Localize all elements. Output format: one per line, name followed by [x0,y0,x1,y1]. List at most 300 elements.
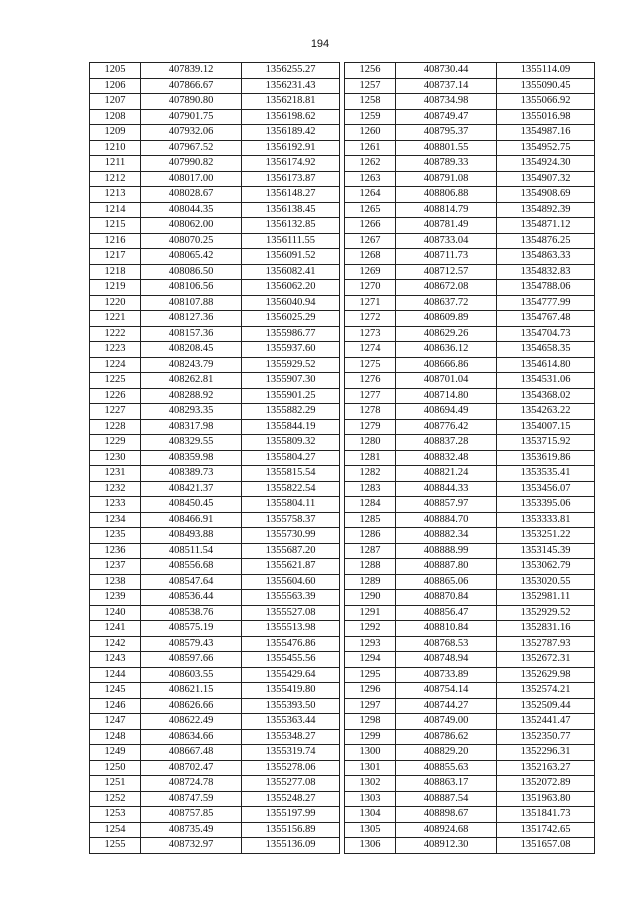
y-coordinate-cell: 1352929.52 [497,605,595,621]
table-row [90,528,340,544]
y-coordinate-cell: 1355527.08 [242,605,340,621]
y-coordinate-cell: 1353535.41 [497,466,595,482]
point-number-cell: 1242 [90,636,141,652]
table-row [345,326,595,342]
table-row [90,419,340,435]
point-number-cell: 1281 [345,450,396,466]
table-row [345,435,595,451]
point-number-cell: 1235 [90,528,141,544]
y-coordinate-cell: 1352163.27 [497,760,595,776]
x-coordinate-cell: 408735.49 [141,822,242,838]
y-coordinate-cell: 1355604.60 [242,574,340,590]
table-row [345,140,595,156]
point-number-cell: 1252 [90,791,141,807]
y-coordinate-cell: 1351657.08 [497,838,595,854]
table-row [90,140,340,156]
x-coordinate-cell: 408672.08 [396,280,497,296]
point-number-cell: 1205 [90,63,141,79]
x-coordinate-cell: 408511.54 [141,543,242,559]
y-coordinate-cell: 1354832.83 [497,264,595,280]
point-number-cell: 1265 [345,202,396,218]
point-number-cell: 1248 [90,729,141,745]
table-row [345,621,595,637]
x-coordinate-cell: 408547.64 [141,574,242,590]
x-coordinate-cell: 408776.42 [396,419,497,435]
table-row [90,311,340,327]
table-row [90,249,340,265]
table-row [90,202,340,218]
point-number-cell: 1306 [345,838,396,854]
y-coordinate-cell: 1351841.73 [497,807,595,823]
point-number-cell: 1280 [345,435,396,451]
y-coordinate-cell: 1354263.22 [497,404,595,420]
y-coordinate-cell: 1355363.44 [242,714,340,730]
x-coordinate-cell: 408389.73 [141,466,242,482]
point-number-cell: 1206 [90,78,141,94]
point-number-cell: 1305 [345,822,396,838]
y-coordinate-cell: 1356192.91 [242,140,340,156]
x-coordinate-cell: 408629.26 [396,326,497,342]
point-number-cell: 1270 [345,280,396,296]
table-row [90,838,340,854]
x-coordinate-cell: 408789.33 [396,156,497,172]
point-number-cell: 1218 [90,264,141,280]
x-coordinate-cell: 408884.70 [396,512,497,528]
table-row [345,590,595,606]
x-coordinate-cell: 408863.17 [396,776,497,792]
y-coordinate-cell: 1355815.54 [242,466,340,482]
x-coordinate-cell: 408786.62 [396,729,497,745]
point-number-cell: 1251 [90,776,141,792]
x-coordinate-cell: 407901.75 [141,109,242,125]
table-row [345,78,595,94]
point-number-cell: 1211 [90,156,141,172]
y-coordinate-cell: 1352672.31 [497,652,595,668]
y-coordinate-cell: 1356255.27 [242,63,340,79]
point-number-cell: 1290 [345,590,396,606]
point-number-cell: 1207 [90,94,141,110]
table-row [345,822,595,838]
x-coordinate-cell: 408086.50 [141,264,242,280]
y-coordinate-cell: 1355278.06 [242,760,340,776]
point-number-cell: 1264 [345,187,396,203]
y-coordinate-cell: 1355197.99 [242,807,340,823]
y-coordinate-cell: 1352296.31 [497,745,595,761]
table-row [90,559,340,575]
point-number-cell: 1260 [345,125,396,141]
y-coordinate-cell: 1355016.98 [497,109,595,125]
x-coordinate-cell: 408882.34 [396,528,497,544]
y-coordinate-cell: 1353456.07 [497,481,595,497]
point-number-cell: 1215 [90,218,141,234]
x-coordinate-cell: 408912.30 [396,838,497,854]
point-number-cell: 1246 [90,698,141,714]
point-number-cell: 1294 [345,652,396,668]
y-coordinate-cell: 1353333.81 [497,512,595,528]
y-coordinate-cell: 1356111.55 [242,233,340,249]
point-number-cell: 1289 [345,574,396,590]
x-coordinate-cell: 408028.67 [141,187,242,203]
table-row [90,776,340,792]
x-coordinate-cell: 408810.84 [396,621,497,637]
point-number-cell: 1219 [90,280,141,296]
y-coordinate-cell: 1355621.87 [242,559,340,575]
table-row [345,125,595,141]
point-number-cell: 1243 [90,652,141,668]
point-number-cell: 1271 [345,295,396,311]
x-coordinate-cell: 408806.88 [396,187,497,203]
x-coordinate-cell: 408666.86 [396,357,497,373]
point-number-cell: 1298 [345,714,396,730]
point-number-cell: 1302 [345,776,396,792]
table-row [345,187,595,203]
x-coordinate-cell: 407890.80 [141,94,242,110]
table-row [90,652,340,668]
y-coordinate-cell: 1354908.69 [497,187,595,203]
x-coordinate-cell: 408106.56 [141,280,242,296]
point-number-cell: 1209 [90,125,141,141]
table-row [345,714,595,730]
point-number-cell: 1284 [345,497,396,513]
table-row [345,63,595,79]
x-coordinate-cell: 408293.35 [141,404,242,420]
point-number-cell: 1249 [90,745,141,761]
point-number-cell: 1292 [345,621,396,637]
x-coordinate-cell: 407866.67 [141,78,242,94]
table-row [345,745,595,761]
table-row [90,745,340,761]
x-coordinate-cell: 408127.36 [141,311,242,327]
x-coordinate-cell: 408637.72 [396,295,497,311]
y-coordinate-cell: 1355687.20 [242,543,340,559]
table-row [345,156,595,172]
point-number-cell: 1220 [90,295,141,311]
point-number-cell: 1279 [345,419,396,435]
table-row [90,125,340,141]
y-coordinate-cell: 1353020.55 [497,574,595,590]
table-row [345,636,595,652]
y-coordinate-cell: 1352629.98 [497,667,595,683]
x-coordinate-cell: 408317.98 [141,419,242,435]
point-number-cell: 1244 [90,667,141,683]
point-number-cell: 1213 [90,187,141,203]
y-coordinate-cell: 1354788.06 [497,280,595,296]
table-row [90,94,340,110]
y-coordinate-cell: 1355476.86 [242,636,340,652]
y-coordinate-cell: 1355929.52 [242,357,340,373]
point-number-cell: 1234 [90,512,141,528]
table-row [90,404,340,420]
point-number-cell: 1301 [345,760,396,776]
x-coordinate-cell: 408421.37 [141,481,242,497]
x-coordinate-cell: 408712.57 [396,264,497,280]
x-coordinate-cell: 408887.54 [396,791,497,807]
x-coordinate-cell: 408702.47 [141,760,242,776]
y-coordinate-cell: 1356189.42 [242,125,340,141]
y-coordinate-cell: 1354777.99 [497,295,595,311]
y-coordinate-cell: 1355066.92 [497,94,595,110]
x-coordinate-cell: 408865.06 [396,574,497,590]
table-row [345,295,595,311]
table-row [90,295,340,311]
point-number-cell: 1254 [90,822,141,838]
y-coordinate-cell: 1355136.09 [242,838,340,854]
point-number-cell: 1261 [345,140,396,156]
point-number-cell: 1285 [345,512,396,528]
table-row [90,605,340,621]
y-coordinate-cell: 1352831.16 [497,621,595,637]
table-row [90,822,340,838]
y-coordinate-cell: 1354368.02 [497,388,595,404]
y-coordinate-cell: 1352441.47 [497,714,595,730]
x-coordinate-cell: 408208.45 [141,342,242,358]
x-coordinate-cell: 408636.12 [396,342,497,358]
x-coordinate-cell: 408575.19 [141,621,242,637]
point-number-cell: 1222 [90,326,141,342]
x-coordinate-cell: 408626.66 [141,698,242,714]
point-number-cell: 1231 [90,466,141,482]
table-row [345,760,595,776]
table-row [345,419,595,435]
point-number-cell: 1212 [90,171,141,187]
table-row [90,187,340,203]
x-coordinate-cell: 408733.04 [396,233,497,249]
x-coordinate-cell: 408044.35 [141,202,242,218]
point-number-cell: 1293 [345,636,396,652]
table-row [90,698,340,714]
table-row [345,543,595,559]
y-coordinate-cell: 1356062.20 [242,280,340,296]
x-coordinate-cell: 408062.00 [141,218,242,234]
table-row [90,481,340,497]
point-number-cell: 1278 [345,404,396,420]
table-row [345,357,595,373]
point-number-cell: 1269 [345,264,396,280]
y-coordinate-cell: 1354704.73 [497,326,595,342]
x-coordinate-cell: 407932.06 [141,125,242,141]
x-coordinate-cell: 408855.63 [396,760,497,776]
y-coordinate-cell: 1353395.06 [497,497,595,513]
y-coordinate-cell: 1356174.92 [242,156,340,172]
y-coordinate-cell: 1356198.62 [242,109,340,125]
point-number-cell: 1263 [345,171,396,187]
table-row [90,760,340,776]
point-number-cell: 1283 [345,481,396,497]
x-coordinate-cell: 408757.85 [141,807,242,823]
table-row [90,791,340,807]
y-coordinate-cell: 1354952.75 [497,140,595,156]
point-number-cell: 1240 [90,605,141,621]
table-row [345,528,595,544]
point-number-cell: 1277 [345,388,396,404]
x-coordinate-cell: 408747.59 [141,791,242,807]
y-coordinate-cell: 1356025.29 [242,311,340,327]
y-coordinate-cell: 1355090.45 [497,78,595,94]
x-coordinate-cell: 408622.49 [141,714,242,730]
table-row [90,156,340,172]
point-number-cell: 1273 [345,326,396,342]
y-coordinate-cell: 1351742.65 [497,822,595,838]
page-number: 194 [310,38,330,50]
point-number-cell: 1253 [90,807,141,823]
table-row [90,264,340,280]
x-coordinate-cell: 408359.98 [141,450,242,466]
x-coordinate-cell: 408536.44 [141,590,242,606]
table-row [345,497,595,513]
table-row [90,636,340,652]
x-coordinate-cell: 408768.53 [396,636,497,652]
x-coordinate-cell: 408579.43 [141,636,242,652]
x-coordinate-cell: 408466.91 [141,512,242,528]
table-row [90,497,340,513]
x-coordinate-cell: 408832.48 [396,450,497,466]
point-number-cell: 1256 [345,63,396,79]
point-number-cell: 1275 [345,357,396,373]
x-coordinate-cell: 408694.49 [396,404,497,420]
point-number-cell: 1299 [345,729,396,745]
point-number-cell: 1272 [345,311,396,327]
table-row [345,466,595,482]
y-coordinate-cell: 1355513.98 [242,621,340,637]
y-coordinate-cell: 1355455.56 [242,652,340,668]
y-coordinate-cell: 1355730.99 [242,528,340,544]
table-row [90,342,340,358]
point-number-cell: 1255 [90,838,141,854]
y-coordinate-cell: 1355758.37 [242,512,340,528]
x-coordinate-cell: 408749.47 [396,109,497,125]
y-coordinate-cell: 1356132.85 [242,218,340,234]
x-coordinate-cell: 408538.76 [141,605,242,621]
y-coordinate-cell: 1355804.11 [242,497,340,513]
y-coordinate-cell: 1354924.30 [497,156,595,172]
x-coordinate-cell: 408667.48 [141,745,242,761]
x-coordinate-cell: 408737.14 [396,78,497,94]
point-number-cell: 1230 [90,450,141,466]
y-coordinate-cell: 1356082.41 [242,264,340,280]
table-row [345,481,595,497]
table-row [345,388,595,404]
point-number-cell: 1267 [345,233,396,249]
x-coordinate-cell: 408749.00 [396,714,497,730]
table-row [90,218,340,234]
y-coordinate-cell: 1356040.94 [242,295,340,311]
y-coordinate-cell: 1353619.86 [497,450,595,466]
point-number-cell: 1227 [90,404,141,420]
y-coordinate-cell: 1355393.50 [242,698,340,714]
point-number-cell: 1210 [90,140,141,156]
point-number-cell: 1247 [90,714,141,730]
x-coordinate-cell: 408288.92 [141,388,242,404]
y-coordinate-cell: 1355563.39 [242,590,340,606]
y-coordinate-cell: 1352509.44 [497,698,595,714]
y-coordinate-cell: 1355348.27 [242,729,340,745]
x-coordinate-cell: 408065.42 [141,249,242,265]
table-row [345,249,595,265]
point-number-cell: 1282 [345,466,396,482]
point-number-cell: 1232 [90,481,141,497]
table-row [345,342,595,358]
table-row [90,280,340,296]
table-row [90,171,340,187]
y-coordinate-cell: 1355822.54 [242,481,340,497]
x-coordinate-cell: 408733.89 [396,667,497,683]
table-row [345,683,595,699]
y-coordinate-cell: 1355882.29 [242,404,340,420]
x-coordinate-cell: 408730.44 [396,63,497,79]
point-number-cell: 1236 [90,543,141,559]
point-number-cell: 1296 [345,683,396,699]
x-coordinate-cell: 408701.04 [396,373,497,389]
point-number-cell: 1287 [345,543,396,559]
point-number-cell: 1214 [90,202,141,218]
point-number-cell: 1216 [90,233,141,249]
table-row [345,698,595,714]
table-row [90,450,340,466]
table-row [90,543,340,559]
table-row [90,109,340,125]
x-coordinate-cell: 408857.97 [396,497,497,513]
x-coordinate-cell: 408887.80 [396,559,497,575]
x-coordinate-cell: 407990.82 [141,156,242,172]
point-number-cell: 1257 [345,78,396,94]
x-coordinate-cell: 408243.79 [141,357,242,373]
x-coordinate-cell: 408744.27 [396,698,497,714]
y-coordinate-cell: 1355248.27 [242,791,340,807]
coordinates-table-left [89,62,340,854]
table-row [90,667,340,683]
y-coordinate-cell: 1354767.48 [497,311,595,327]
x-coordinate-cell: 408714.80 [396,388,497,404]
x-coordinate-cell: 408754.14 [396,683,497,699]
point-number-cell: 1239 [90,590,141,606]
table-row [345,807,595,823]
y-coordinate-cell: 1355901.25 [242,388,340,404]
point-number-cell: 1233 [90,497,141,513]
y-coordinate-cell: 1356173.87 [242,171,340,187]
point-number-cell: 1208 [90,109,141,125]
table-row [345,574,595,590]
y-coordinate-cell: 1356218.81 [242,94,340,110]
left-table-body [90,63,340,854]
point-number-cell: 1221 [90,311,141,327]
table-row [345,404,595,420]
point-number-cell: 1226 [90,388,141,404]
table-row [345,605,595,621]
y-coordinate-cell: 1355419.80 [242,683,340,699]
x-coordinate-cell: 408603.55 [141,667,242,683]
point-number-cell: 1262 [345,156,396,172]
x-coordinate-cell: 408801.55 [396,140,497,156]
point-number-cell: 1259 [345,109,396,125]
x-coordinate-cell: 408870.84 [396,590,497,606]
x-coordinate-cell: 408621.15 [141,683,242,699]
x-coordinate-cell: 408748.94 [396,652,497,668]
x-coordinate-cell: 408609.89 [396,311,497,327]
table-row [345,729,595,745]
table-row [345,450,595,466]
y-coordinate-cell: 1355429.64 [242,667,340,683]
x-coordinate-cell: 408837.28 [396,435,497,451]
y-coordinate-cell: 1354531.06 [497,373,595,389]
y-coordinate-cell: 1354007.15 [497,419,595,435]
x-coordinate-cell: 408732.97 [141,838,242,854]
x-coordinate-cell: 408017.00 [141,171,242,187]
x-coordinate-cell: 408157.36 [141,326,242,342]
point-number-cell: 1237 [90,559,141,575]
y-coordinate-cell: 1355986.77 [242,326,340,342]
x-coordinate-cell: 408781.49 [396,218,497,234]
table-row [90,326,340,342]
